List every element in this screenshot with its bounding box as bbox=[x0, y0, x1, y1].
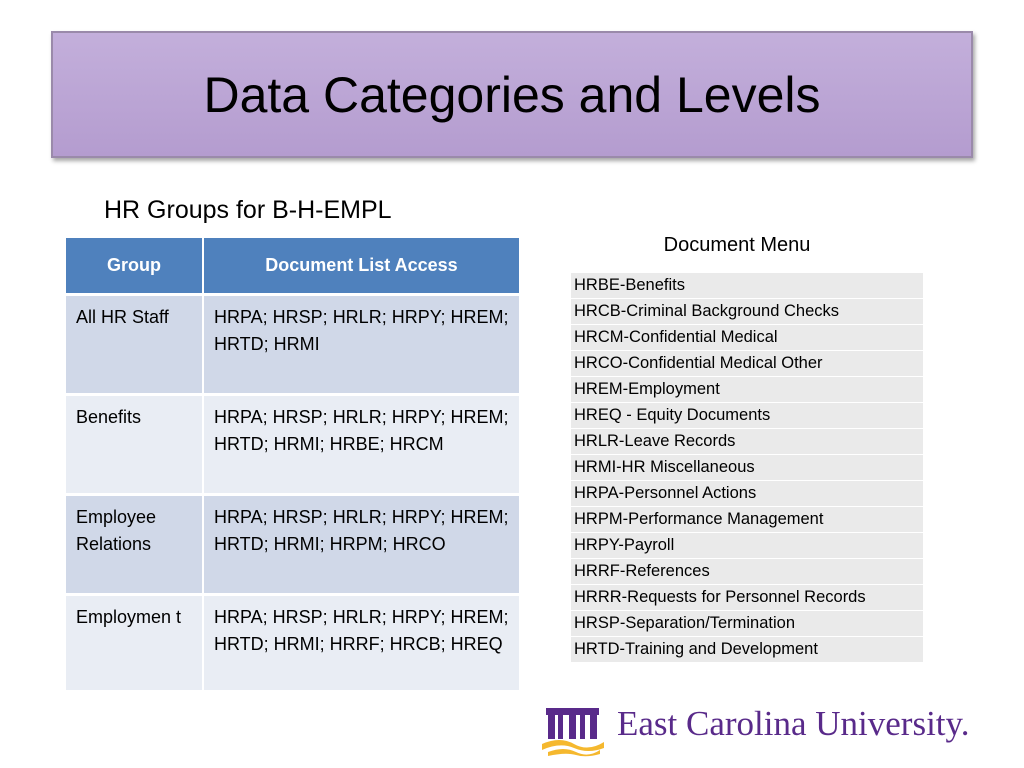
menu-item: HRPM-Performance Management bbox=[571, 507, 924, 533]
list-item bbox=[571, 559, 924, 585]
list-item bbox=[571, 351, 924, 377]
list-item bbox=[571, 533, 924, 559]
access-cell: HRPA; HRSP; HRLR; HRPY; HREM; HRTD; HRMI bbox=[203, 295, 519, 395]
list-item bbox=[571, 455, 924, 481]
group-cell: Employmen t bbox=[66, 595, 203, 691]
menu-item: HRCB-Criminal Background Checks bbox=[571, 299, 924, 325]
column-header-document-list-access: Document List Access bbox=[203, 238, 519, 295]
list-item bbox=[571, 377, 924, 403]
table-row bbox=[66, 495, 519, 595]
title-banner bbox=[51, 31, 973, 158]
subtitle: HR Groups for B-H-EMPL bbox=[104, 196, 392, 224]
ecu-logo bbox=[540, 704, 970, 758]
table-row bbox=[66, 395, 519, 495]
menu-item: HRCO-Confidential Medical Other bbox=[571, 351, 924, 377]
hr-groups-table bbox=[66, 238, 519, 690]
list-item bbox=[571, 481, 924, 507]
slide-title: Data Categories and Levels bbox=[203, 66, 821, 123]
menu-item: HREQ - Equity Documents bbox=[571, 403, 924, 429]
table-row bbox=[66, 295, 519, 395]
menu-item: HRTD-Training and Development bbox=[571, 637, 924, 663]
list-item bbox=[571, 273, 924, 299]
document-menu-caption: Document Menu bbox=[663, 234, 811, 256]
access-cell: HRPA; HRSP; HRLR; HRPY; HREM; HRTD; HRMI; HRPM; HRCO bbox=[203, 495, 519, 595]
list-item bbox=[571, 507, 924, 533]
table-header-row bbox=[66, 238, 519, 295]
menu-item: HRPA-Personnel Actions bbox=[571, 481, 924, 507]
access-cell: HRPA; HRSP; HRLR; HRPY; HREM; HRTD; HRMI; HRBE; HRCM bbox=[203, 395, 519, 495]
list-item bbox=[571, 325, 924, 351]
list-item bbox=[571, 403, 924, 429]
list-item bbox=[571, 429, 924, 455]
document-menu-table bbox=[570, 272, 924, 663]
menu-item: HREM-Employment bbox=[571, 377, 924, 403]
list-item bbox=[571, 637, 924, 663]
group-cell: All HR Staff bbox=[66, 295, 203, 395]
menu-item: HRPY-Payroll bbox=[571, 533, 924, 559]
column-header-group: Group bbox=[66, 238, 203, 295]
menu-item: HRLR-Leave Records bbox=[571, 429, 924, 455]
group-cell: Employee Relations bbox=[66, 495, 203, 595]
ecu-logo-icon bbox=[540, 704, 605, 758]
table-row bbox=[66, 595, 519, 691]
list-item bbox=[571, 585, 924, 611]
menu-item: HRBE-Benefits bbox=[571, 273, 924, 299]
list-item bbox=[571, 299, 924, 325]
list-item bbox=[571, 611, 924, 637]
menu-item: HRSP-Separation/Termination bbox=[571, 611, 924, 637]
logo-text: East Carolina University. bbox=[617, 704, 970, 743]
menu-item: HRMI-HR Miscellaneous bbox=[571, 455, 924, 481]
access-cell: HRPA; HRSP; HRLR; HRPY; HREM; HRTD; HRMI; HRRF; HRCB; HREQ bbox=[203, 595, 519, 691]
menu-item: HRCM-Confidential Medical bbox=[571, 325, 924, 351]
menu-item: HRRF-References bbox=[571, 559, 924, 585]
menu-item: HRRR-Requests for Personnel Records bbox=[571, 585, 924, 611]
group-cell: Benefits bbox=[66, 395, 203, 495]
